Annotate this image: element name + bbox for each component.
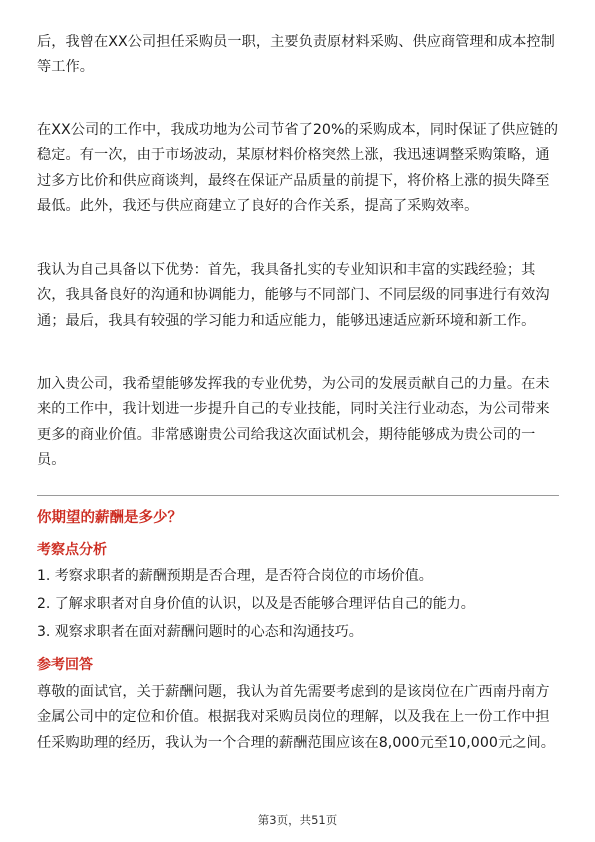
paragraph-closing: 加入贵公司，我希望能够发挥我的专业优势，为公司的发展贡献自己的力量。在未来的工作中，我计划进一步提升自己的专业技能，同时关注行业动态，为公司带来更多的商业价值。非常感谢贵公司给我这次面试机会，期待能够成为贵公司的一员。	[37, 376, 550, 469]
paragraph-achievement: 在XX公司的工作中，我成功地为公司节省了20%的采购成本，同时保证了供应链的稳定。有一次，由于市场波动，某原材料价格突然上涨，我迅速调整采购策略，通过多方比价和供应商谈判，最终在保证产品质量的前提下，将价格上涨的损失降至最低。此外，我还与供应商建立了良好的合作关系，提高了采购效率。	[37, 122, 559, 215]
section-divider	[37, 495, 559, 496]
analysis-item: 1. 考察求职者的薪酬预期是否合理，是否符合岗位的市场价值。	[37, 568, 433, 584]
paragraph-strengths: 我认为自己具备以下优势：首先，我具备扎实的专业知识和丰富的实践经验；其次，我具备良好的沟通和协调能力，能够与不同部门、不同层级的同事进行有效沟通；最后，我具有较强的学习能力和适应能力，能够迅速适应新环境和新工作。	[37, 262, 550, 329]
analysis-heading: 考察点分析	[37, 542, 107, 558]
answer-text: 尊敬的面试官，关于薪酬问题，我认为首先需要考虑到的是该岗位在广西南丹南方金属公司中的定位和价值。根据我对采购员岗位的理解，以及我在上一份工作中担任采购助理的经历，我认为一个合理的薪酬范围应该在8,000元至10,000元之间。	[37, 684, 555, 751]
page-number-footer: 第3页，共51页	[257, 813, 338, 827]
analysis-item: 2. 了解求职者对自身价值的认识，以及是否能够合理评估自己的能力。	[37, 596, 475, 612]
question-title: 你期望的薪酬是多少？	[37, 510, 182, 526]
analysis-item: 3. 观察求职者在面对薪酬问题时的心态和沟通技巧。	[37, 624, 363, 640]
paragraph-intro-continued: 后，我曾在XX公司担任采购员一职，主要负责原材料采购、供应商管理和成本控制等工作。	[37, 34, 555, 76]
answer-heading: 参考回答	[37, 657, 93, 673]
